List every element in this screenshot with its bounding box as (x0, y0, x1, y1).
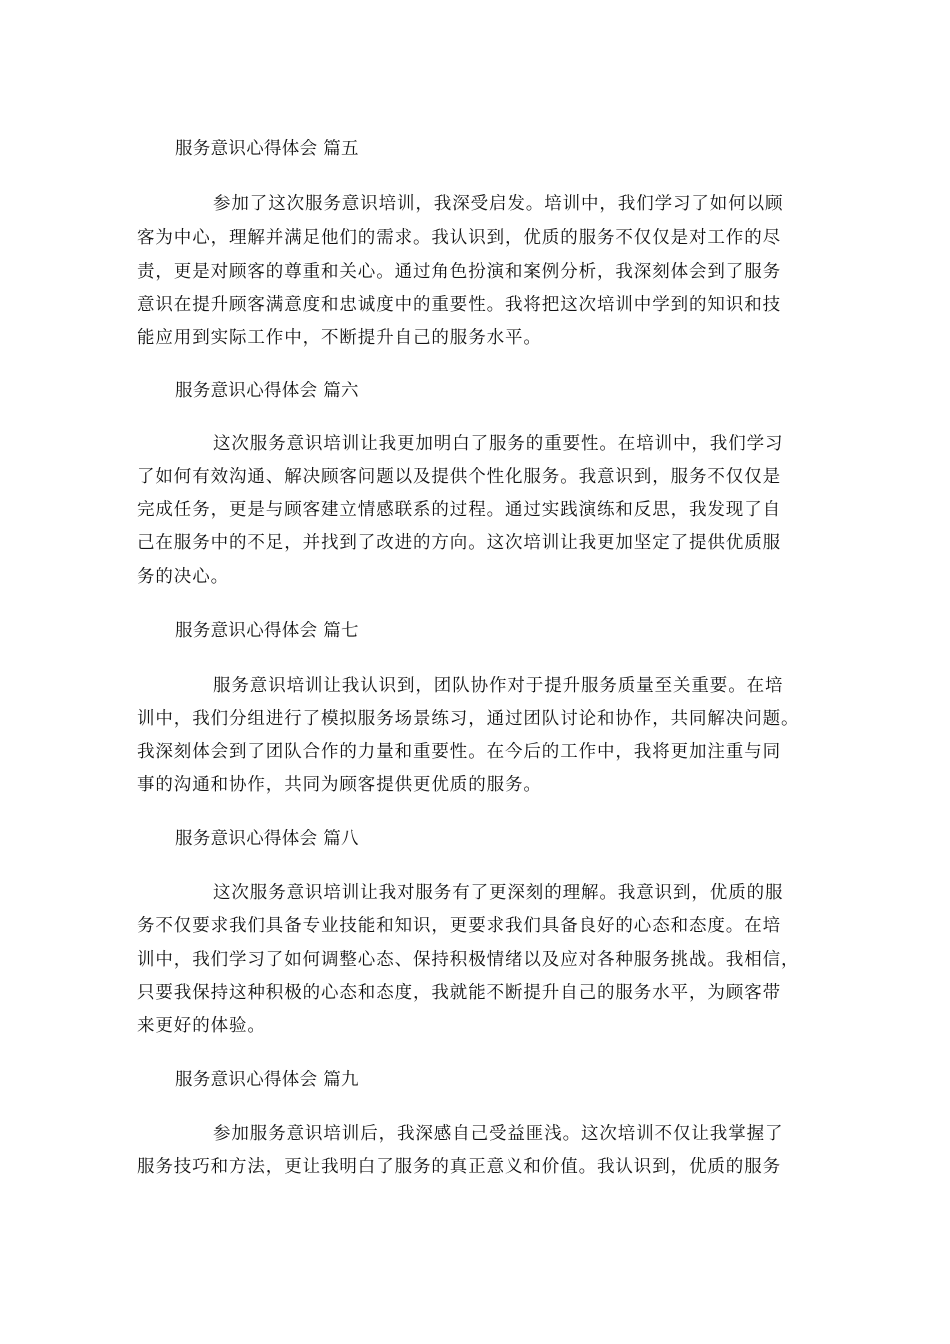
paragraph-line: 客为中心，理解并满足他们的需求。我认识到，优质的服务不仅仅是对工作的尽 (137, 228, 781, 248)
paragraph-line: 来更好的体验。 (137, 1016, 266, 1036)
paragraph-line: 意识在提升顾客满意度和忠诚度中的重要性。我将把这次培训中学到的知识和技 (137, 295, 781, 315)
paragraph-line: 完成任务，更是与顾客建立情感联系的过程。通过实践演练和反思，我发现了自 (137, 500, 781, 520)
paragraph-line: 只要我保持这种积极的心态和态度，我就能不断提升自己的服务水平，为顾客带 (137, 983, 781, 1003)
paragraph-line: 这次服务意识培训让我对服务有了更深刻的理解。我意识到，优质的服 (213, 883, 784, 903)
section-title-9: 服务意识心得体会 篇九 (175, 1070, 359, 1090)
paragraph-line: 务的决心。 (137, 567, 229, 587)
section-title-8: 服务意识心得体会 篇八 (175, 829, 359, 849)
paragraph-line: 训中，我们学习了如何调整心态、保持积极情绪以及应对各种服务挑战。我相信， (137, 950, 800, 970)
paragraph-line: 训中，我们分组进行了模拟服务场景练习，通过团队讨论和协作，共同解决问题。 (137, 709, 800, 729)
paragraph-line: 这次服务意识培训让我更加明白了服务的重要性。在培训中，我们学习 (213, 434, 784, 454)
paragraph-line: 了如何有效沟通、解决顾客问题以及提供个性化服务。我意识到，服务不仅仅是 (137, 467, 781, 487)
paragraph-line: 服务意识培训让我认识到，团队协作对于提升服务质量至关重要。在培 (213, 676, 784, 696)
paragraph-line: 事的沟通和协作，共同为顾客提供更优质的服务。 (137, 775, 542, 795)
paragraph-line: 务不仅要求我们具备专业技能和知识，更要求我们具备良好的心态和态度。在培 (137, 916, 781, 936)
section-title-6: 服务意识心得体会 篇六 (175, 381, 359, 401)
paragraph-line: 我深刻体会到了团队合作的力量和重要性。在今后的工作中，我将更加注重与同 (137, 742, 781, 762)
paragraph-line: 参加了这次服务意识培训，我深受启发。培训中，我们学习了如何以顾 (213, 194, 784, 214)
section-title-5: 服务意识心得体会 篇五 (175, 139, 359, 159)
section-title-7: 服务意识心得体会 篇七 (175, 621, 359, 641)
paragraph-line: 己在服务中的不足，并找到了改进的方向。这次培训让我更加坚定了提供优质服 (137, 533, 781, 553)
paragraph-line: 参加服务意识培训后，我深感自己受益匪浅。这次培训不仅让我掌握了 (213, 1124, 784, 1144)
paragraph-line: 能应用到实际工作中，不断提升自己的服务水平。 (137, 328, 542, 348)
paragraph-line: 责，更是对顾客的尊重和关心。通过角色扮演和案例分析，我深刻体会到了服务 (137, 262, 781, 282)
paragraph-line: 服务技巧和方法，更让我明白了服务的真正意义和价值。我认识到，优质的服务 (137, 1157, 781, 1177)
